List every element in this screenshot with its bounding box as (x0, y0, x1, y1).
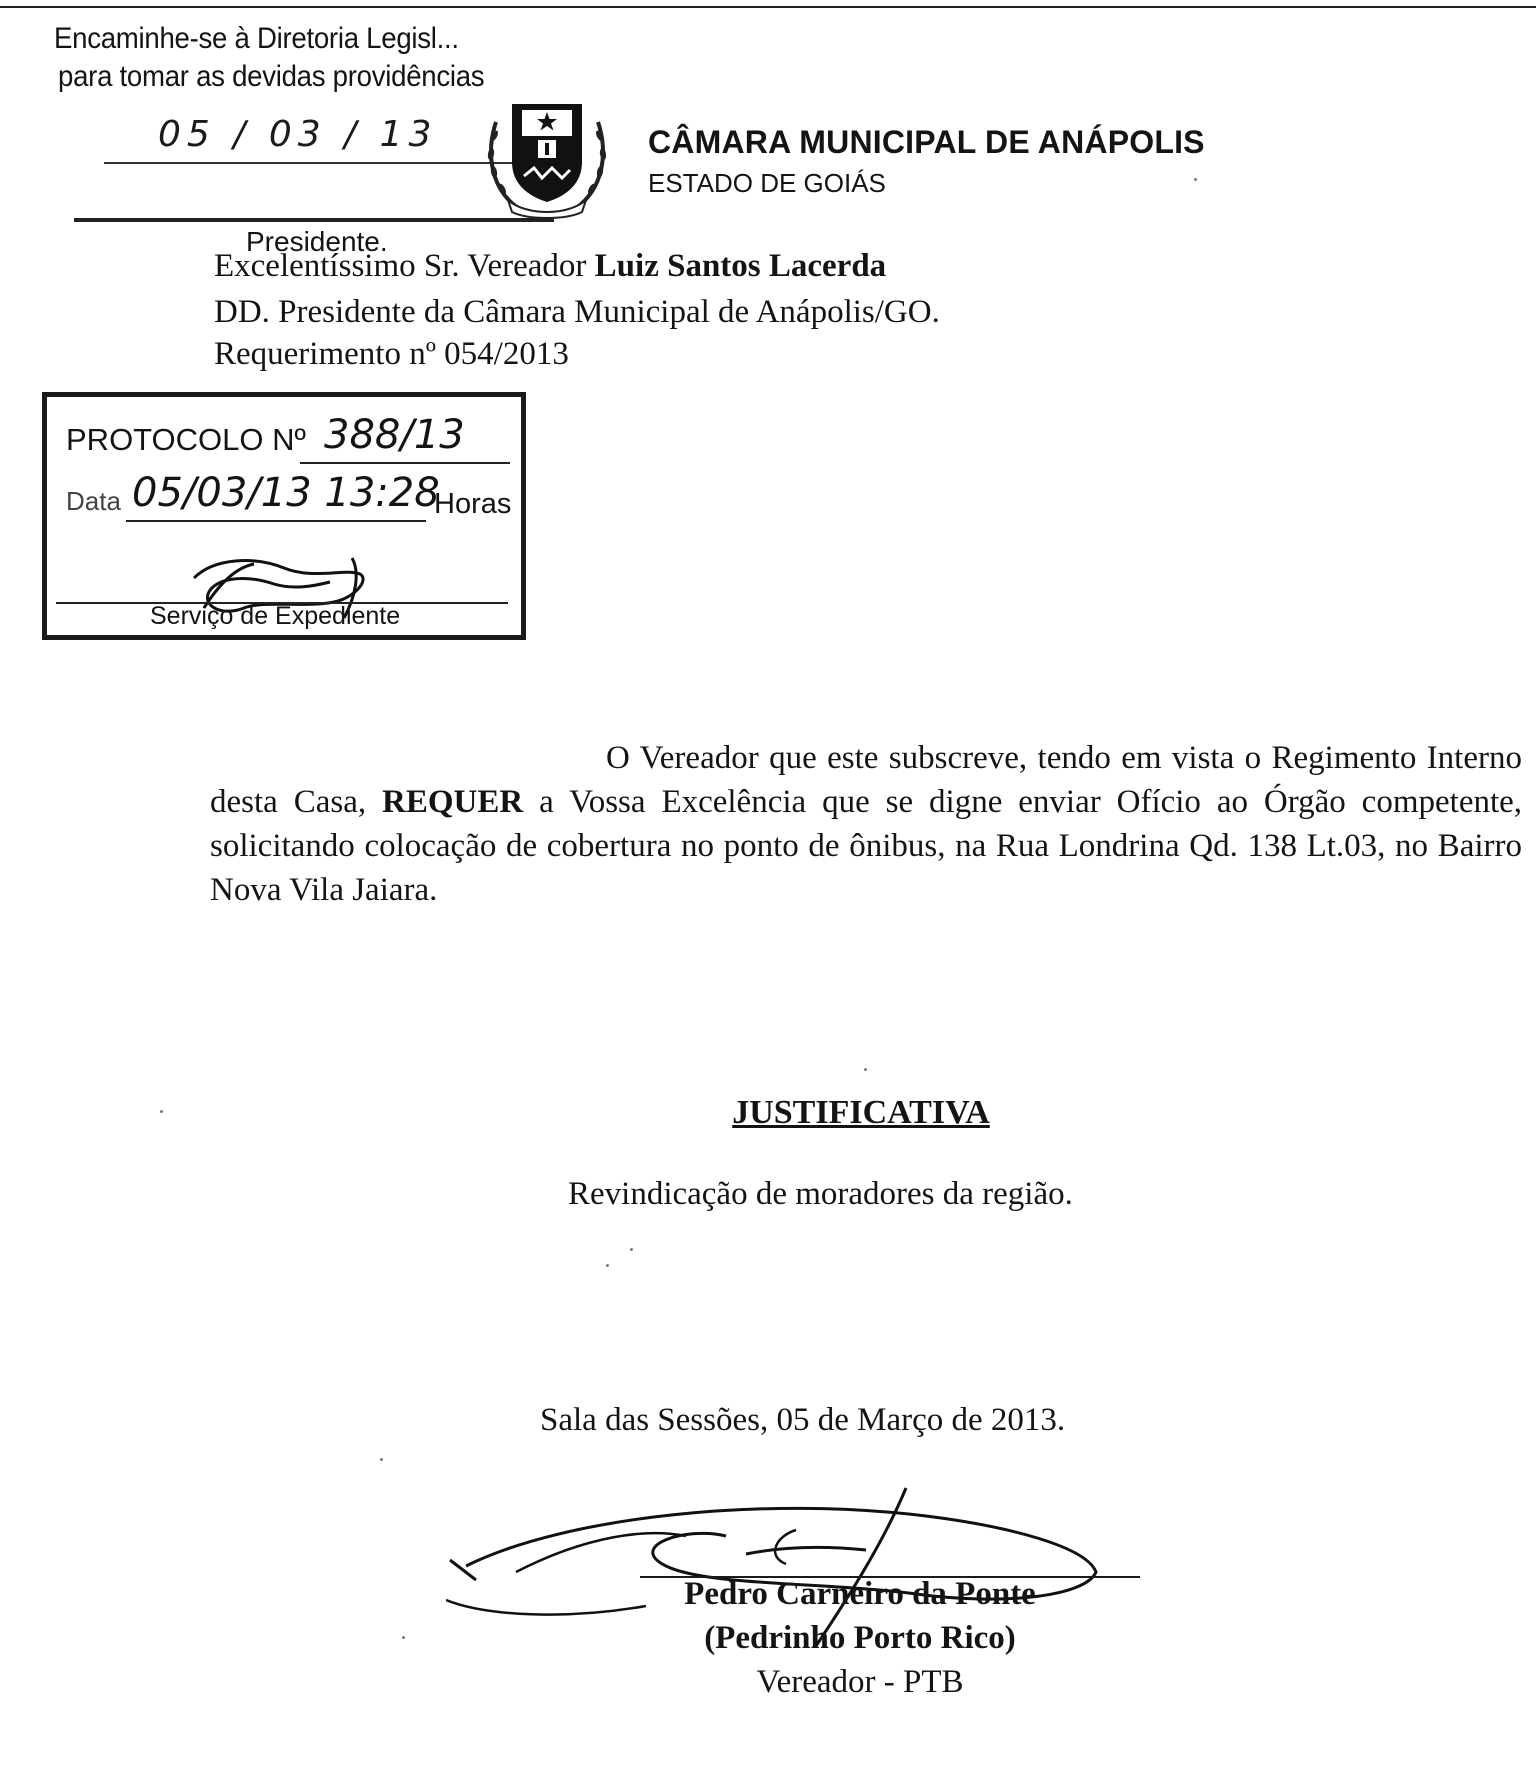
scan-speck (864, 1068, 867, 1071)
dispatch-stamp-line2: para tomar as devidas providências (58, 60, 485, 93)
justification-text: Revindicação de moradores da região. (568, 1176, 1073, 1212)
request-number: Requerimento nº 054/2013 (214, 336, 569, 372)
protocol-number: 388/13 (324, 412, 465, 458)
dispatch-signature-line (104, 162, 524, 164)
signatory-alias: (Pedrinho Porto Rico) (704, 1620, 1016, 1656)
org-state: ESTADO DE GOIÁS (648, 168, 886, 198)
top-rule (0, 6, 1536, 8)
dispatch-stamp-line1: Encaminhe-se à Diretoria Legisl... (54, 22, 459, 55)
addressee-salutation: Excelentíssimo Sr. Vereador (214, 248, 587, 284)
request-body (210, 736, 1522, 912)
scan-speck (630, 1248, 633, 1251)
protocol-department: Serviço de Expediente (150, 602, 401, 630)
protocol-hours-label: Horas (434, 488, 512, 520)
justification-title: JUSTIFICATIVA (732, 1094, 990, 1131)
scan-speck (1194, 178, 1197, 181)
scan-speck (606, 1264, 609, 1267)
request-body-lead: O Vereador que este subscreve, tendo em vista o Regimento Interno desta Casa, (210, 740, 1522, 820)
protocol-label: PROTOCOLO Nº (66, 422, 306, 457)
coat-of-arms-icon (482, 92, 612, 220)
dispatch-stamp-role: Presidente. (246, 226, 388, 257)
addressee-position: DD. Presidente da Câmara Municipal de Anápolis/GO. (214, 294, 940, 330)
closing-place-date: Sala das Sessões, 05 de Março de 2013. (540, 1402, 1066, 1438)
protocol-date-label: Data (66, 486, 121, 516)
signatory-role: Vereador - PTB (756, 1664, 964, 1700)
addressee-name: Luiz Santos Lacerda (594, 248, 887, 284)
protocol-number-line (300, 462, 510, 464)
request-body-rest: a Vossa Excelência que se digne enviar Ofício ao Órgão competente, solicitando colocação de cobertura no ponto de ônibus, na Rua Londrina Qd. 138 Lt.03, no Bairro Nova Vila Jaiara. (210, 784, 1523, 908)
request-keyword: REQUER (382, 784, 524, 820)
scan-speck (380, 1458, 383, 1461)
addressee-line (214, 248, 886, 285)
scan-speck (160, 1110, 163, 1113)
protocol-date-line (126, 520, 426, 522)
signatory-name: Pedro Carneiro da Ponte (684, 1576, 1036, 1612)
protocol-date: 05/03/13 13:28 (132, 470, 440, 516)
scan-speck (402, 1636, 405, 1639)
dispatch-handwritten-date: 05 / 03 / 13 (158, 114, 438, 155)
org-name: CÂMARA MUNICIPAL DE ANÁPOLIS (648, 124, 1205, 160)
